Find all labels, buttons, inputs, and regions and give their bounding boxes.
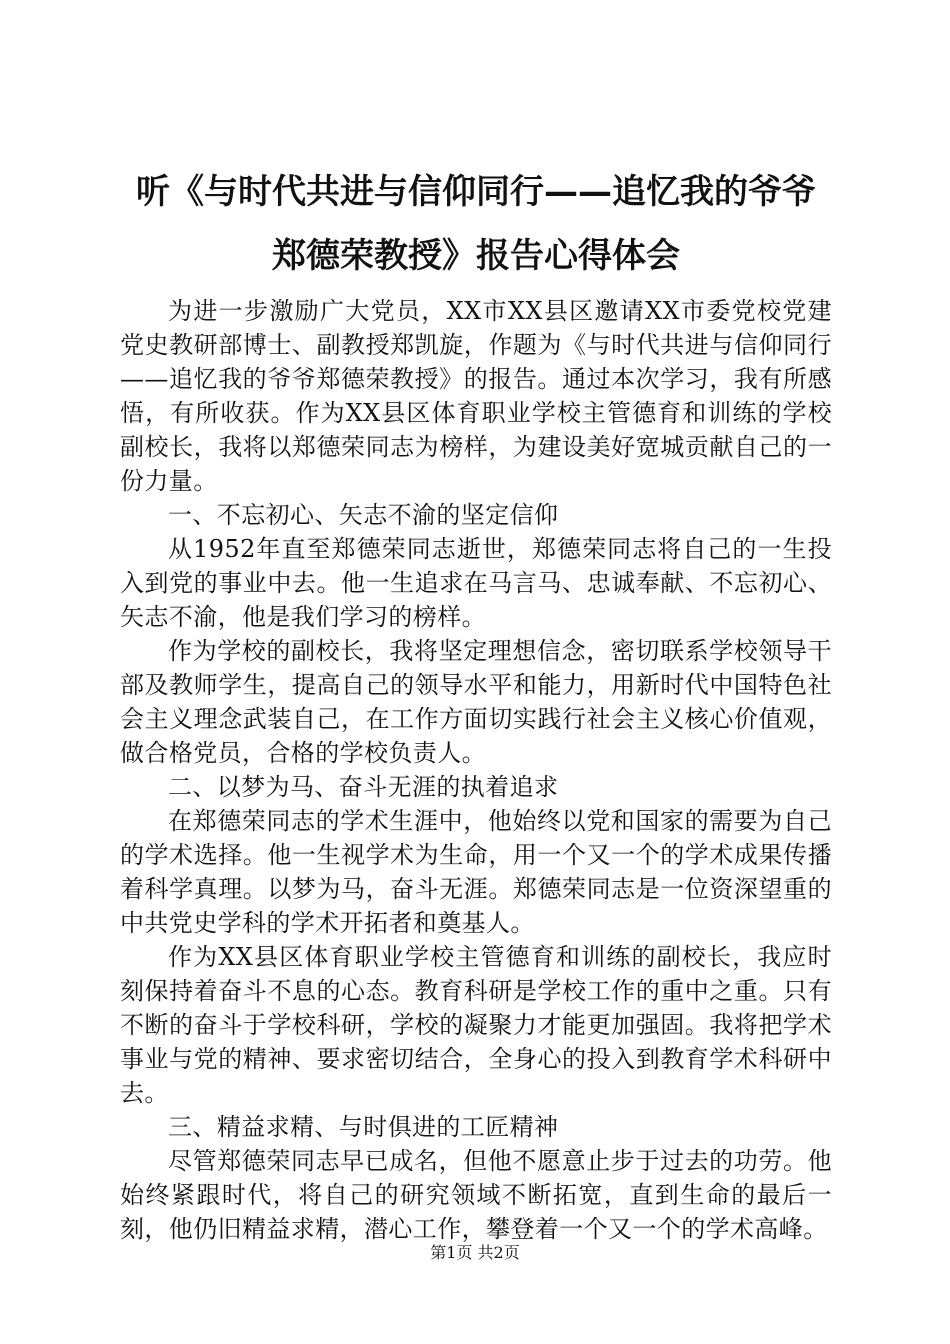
document-body [120, 294, 832, 1246]
section-heading-2: 二、以梦为马、奋斗无涯的执着追求 [168, 773, 559, 801]
paragraph-intro: 为进一步激励广大党员，XX市XX县区邀请XX市委党校党建党史教研部博士、副教授郑凯旋，作题为《与时代共进与信仰同行——追忆我的爷爷郑德荣教授》的报告。通过本次学习，我有所感悟，有所收获。作为XX县区体育职业学校主管德育和训练的学校副校长，我将以郑德荣同志为榜样，为建设美好宽城贡献自己的一份力量。 [120, 297, 832, 495]
paragraph: 作为XX县区体育职业学校主管德育和训练的副校长，我应时刻保持着奋斗不息的心态。教育科研是学校工作的重中之重。只有不断的奋斗于学校科研，学校的凝聚力才能更加强固。我将把学术事业与党的精神、要求密切结合，全身心的投入到教育学术科研中去。 [120, 943, 832, 1107]
paragraph: 作为学校的副校长，我将坚定理想信念，密切联系学校领导干部及教师学生，提高自己的领导水平和能力，用新时代中国特色社会主义理念武装自己，在工作方面切实践行社会主义核心价值观，做合格党员，合格的学校负责人。 [120, 637, 832, 767]
section-heading-1: 一、不忘初心、矢志不渝的坚定信仰 [168, 501, 559, 529]
paragraph: 尽管郑德荣同志早已成名，但他不愿意止步于过去的功劳。他始终紧跟时代，将自己的研究领域不断拓宽，直到生命的最后一刻，他仍旧精益求精，潜心工作，攀登着一个又一个的学术高峰。 [120, 1147, 832, 1243]
title-line-2: 郑德荣教授》报告心得体会 [272, 236, 680, 276]
paragraph: 在郑德荣同志的学术生涯中，他始终以党和国家的需要为自己的学术选择。他一生视学术为生命，用一个又一个的学术成果传播着科学真理。以梦为马，奋斗无涯。郑德荣同志是一位资深望重的中共党史学科的学术开拓者和奠基人。 [120, 807, 832, 937]
page-title [120, 160, 832, 288]
title-line-1: 听《与时代共进与信仰同行——追忆我的爷爷 [136, 172, 816, 212]
page-number-footer: 第1页 共2页 [430, 1243, 520, 1262]
paragraph: 从1952年直至郑德荣同志逝世，郑德荣同志将自己的一生投入到党的事业中去。他一生追求在马言马、忠诚奉献、不忘初心、矢志不渝，他是我们学习的榜样。 [120, 535, 832, 631]
section-heading-3: 三、精益求精、与时俱进的工匠精神 [168, 1113, 559, 1141]
